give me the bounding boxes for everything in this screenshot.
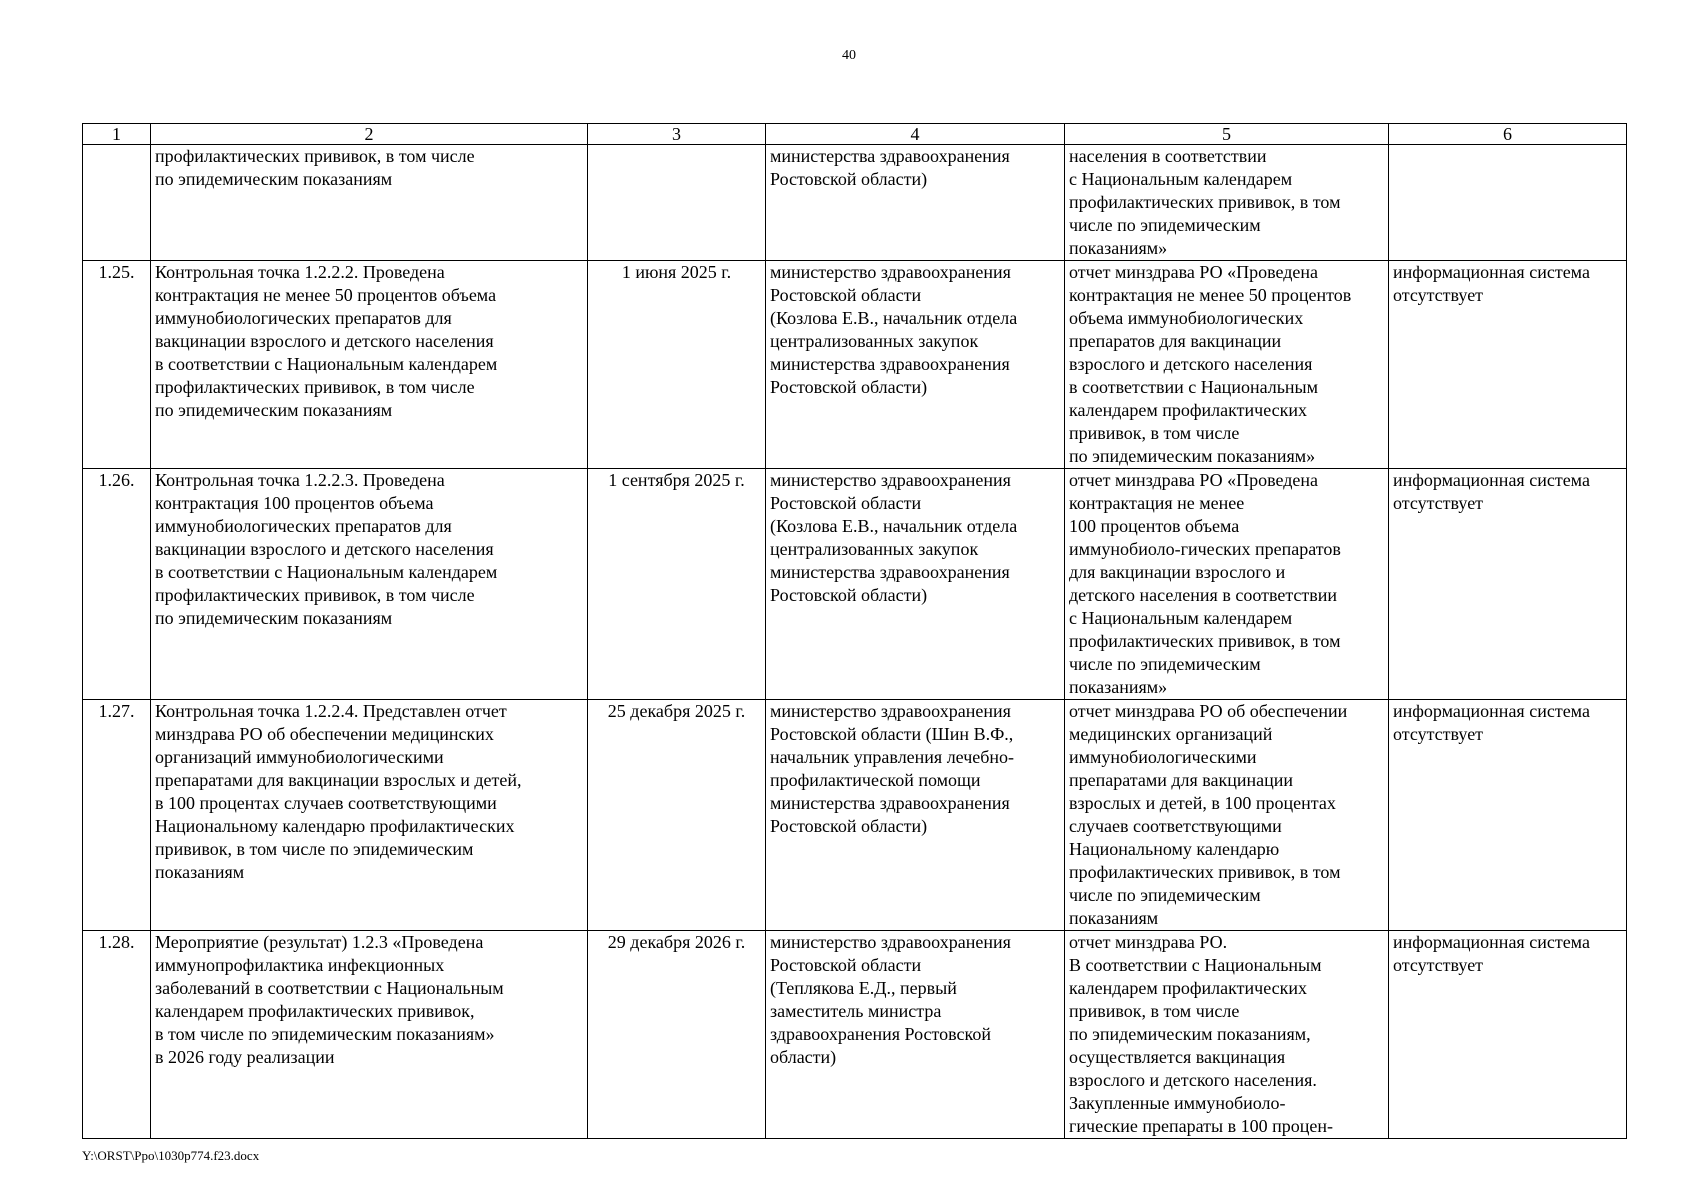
row-result: отчет минздрава РО «Проведена контрактация не менее 100 процентов объема иммунобиоло-гических препаратов для вакцинации взрослого и детского населения в соответствии с Национальным календарем профилактических прививок, в том числе по эпидемическим показаниям»: [1065, 469, 1389, 700]
row-system: информационная система отсутствует: [1389, 469, 1627, 700]
header-cell-3: 3: [588, 124, 766, 145]
file-path-footer: Y:\ORST\Ppo\1030p774.f23.docx: [82, 1148, 260, 1163]
row-result: отчет минздрава РО. В соответствии с Национальным календарем профилактических прививок, в том числе по эпидемическим показаниям, осуществляется вакцинация взрослого и детского населения. Закупленные иммунобиоло- гические препараты в 100 процен-: [1065, 931, 1389, 1139]
row-number: 1.26.: [83, 469, 151, 700]
table-row: [83, 261, 1627, 469]
page-number: 40: [842, 48, 856, 63]
row-responsible: министерство здравоохранения Ростовской области (Козлова Е.В., начальник отдела централизованных закупок министерства здравоохранения Ростовской области): [766, 469, 1065, 700]
header-cell-6: 6: [1389, 124, 1627, 145]
row-date: 29 декабря 2026 г.: [588, 931, 766, 1139]
row-description: профилактических прививок, в том числе по эпидемическим показаниям: [151, 145, 588, 261]
row-date: [588, 145, 766, 261]
plan-table: [82, 123, 1627, 1139]
header-cell-1: 1: [83, 124, 151, 145]
row-description: Мероприятие (результат) 1.2.3 «Проведена иммунопрофилактика инфекционных заболеваний в соответствии с Национальным календарем профилактических прививок, в том числе по эпидемическим показаниям» в 2026 году реализации: [151, 931, 588, 1139]
table-row: [83, 931, 1627, 1139]
row-description: Контрольная точка 1.2.2.3. Проведена контрактация 100 процентов объема иммунобиологических препаратов для вакцинации взрослого и детского населения в соответствии с Национальным календарем профилактических прививок, в том числе по эпидемическим показаниям: [151, 469, 588, 700]
row-result: отчет минздрава РО «Проведена контрактация не менее 50 процентов объема иммунобиологических препаратов для вакцинации взрослого и детского населения в соответствии с Национальным календарем профилактических прививок, в том числе по эпидемическим показаниям»: [1065, 261, 1389, 469]
row-number: 1.25.: [83, 261, 151, 469]
header-cell-5: 5: [1065, 124, 1389, 145]
row-system: информационная система отсутствует: [1389, 700, 1627, 931]
row-system: [1389, 145, 1627, 261]
row-description: Контрольная точка 1.2.2.4. Представлен отчет минздрава РО об обеспечении медицинских организаций иммунобиологическими препаратами для вакцинации взрослых и детей, в 100 процентах случаев соответствующими Национальному календарю профилактических прививок, в том числе по эпидемическим показаниям: [151, 700, 588, 931]
row-number: 1.28.: [83, 931, 151, 1139]
row-date: 1 июня 2025 г.: [588, 261, 766, 469]
table-header-row: [83, 124, 1627, 145]
table-row: [83, 469, 1627, 700]
row-date: 25 декабря 2025 г.: [588, 700, 766, 931]
row-responsible: министерство здравоохранения Ростовской области (Козлова Е.В., начальник отдела централизованных закупок министерства здравоохранения Ростовской области): [766, 261, 1065, 469]
row-responsible: министерства здравоохранения Ростовской области): [766, 145, 1065, 261]
row-result: населения в соответствии с Национальным календарем профилактических прививок, в том числе по эпидемическим показаниям»: [1065, 145, 1389, 261]
row-description: Контрольная точка 1.2.2.2. Проведена контрактация не менее 50 процентов объема иммунобиологических препаратов для вакцинации взрослого и детского населения в соответствии с Национальным календарем профилактических прививок, в том числе по эпидемическим показаниям: [151, 261, 588, 469]
row-number: [83, 145, 151, 261]
row-date: 1 сентября 2025 г.: [588, 469, 766, 700]
row-result: отчет минздрава РО об обеспечении медицинских организаций иммунобиологическими препаратами для вакцинации взрослых и детей, в 100 процентах случаев соответствующими Национальному календарю профилактических прививок, в том числе по эпидемическим показаниям: [1065, 700, 1389, 931]
header-cell-2: 2: [151, 124, 588, 145]
row-number: 1.27.: [83, 700, 151, 931]
header-cell-4: 4: [766, 124, 1065, 145]
table-row: [83, 700, 1627, 931]
row-system: информационная система отсутствует: [1389, 931, 1627, 1139]
table-row: [83, 145, 1627, 261]
row-responsible: министерство здравоохранения Ростовской области (Шин В.Ф., начальник управления лечебно- профилактической помощи министерства здравоохранения Ростовской области): [766, 700, 1065, 931]
row-responsible: министерство здравоохранения Ростовской области (Теплякова Е.Д., первый заместитель министра здравоохранения Ростовской области): [766, 931, 1065, 1139]
row-system: информационная система отсутствует: [1389, 261, 1627, 469]
